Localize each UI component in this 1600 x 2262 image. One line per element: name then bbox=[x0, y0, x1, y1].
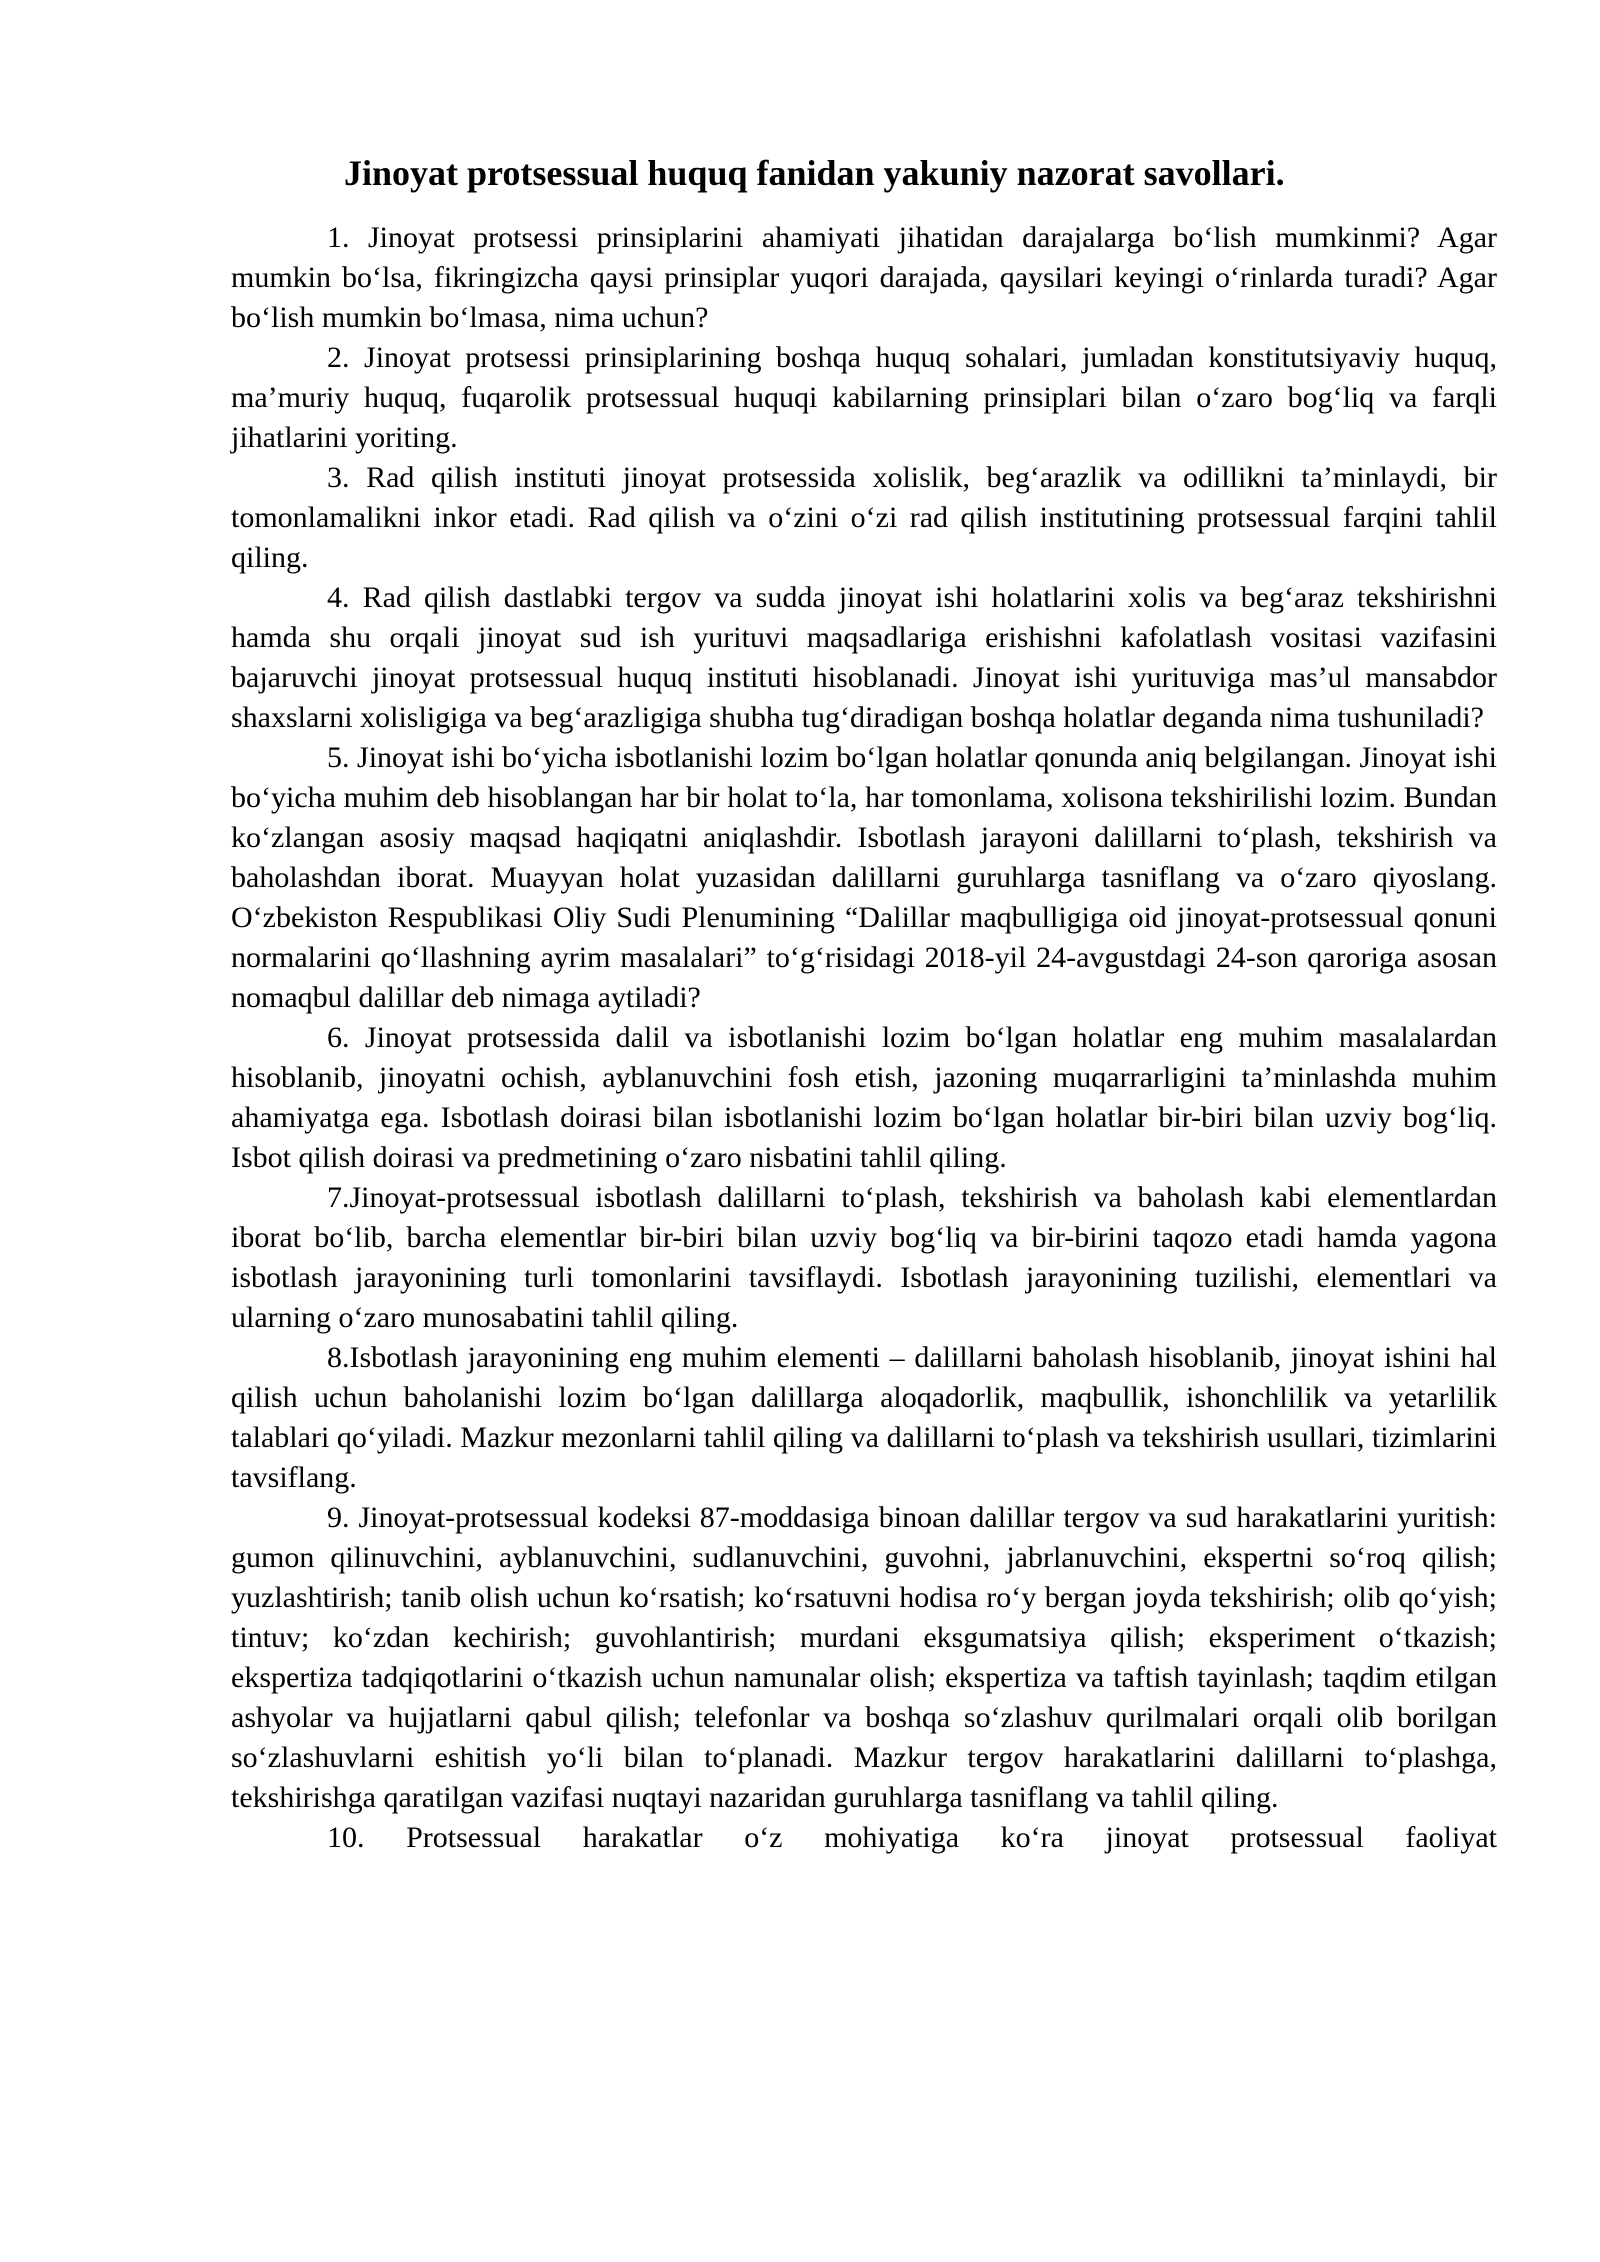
document-title: Jinoyat protsessual huquq fanidan yakuniy nazorat savollari. bbox=[344, 153, 1285, 193]
question-list bbox=[231, 218, 1497, 1858]
question-9: 9. Jinoyat-protsessual kodeksi 87-moddasiga binoan dalillar tergov va sud harakatlarini yuritish: gumon qilinuvchini, ayblanuvchini, sudlanuvchini, guvohni, jabrlanuvchini, ekspertni so‘roq qilish; yuzlashtirish; tanib olish uchun ko‘rsatish; ko‘rsatuvni hodisa ro‘y bergan joyda tekshirish; olib qo‘yish; tintuv; ko‘zdan kechirish; guvohlantirish; murdani eksgumatsiya qilish; eksperiment o‘tkazish; ekspertiza tadqiqotlarini o‘tkazish uchun namunalar olish; ekspertiza va taftish tayinlash; taqdim etilgan ashyolar va hujjatlarni qabul qilish; telefonlar va boshqa so‘zlashuv qurilmalari orqali olib borilgan so‘zlashuvlarni eshitish yo‘li bilan to‘planadi. Mazkur tergov harakatlarini dalillarni to‘plashga, tekshirishga qaratilgan vazifasi nuqtayi nazaridan guruhlarga tasniflang va tahlil qiling. bbox=[231, 1501, 1497, 1814]
question-1: 1. Jinoyat protsessi prinsiplarini ahamiyati jihatidan darajalarga bo‘lish mumkinmi? Agar mumkin bo‘lsa, fikringizcha qaysi prinsiplar yuqori darajada, qaysilari keyingi o‘rinlarda turadi? Agar bo‘lish mumkin bo‘lmasa, nima uchun? bbox=[231, 221, 1497, 334]
question-7: 7.Jinoyat-protsessual isbotlash dalillarni to‘plash, tekshirish va baholash kabi elementlardan iborat bo‘lib, barcha elementlar bir-biri bilan uzviy bog‘liq va bir-birini taqozo etadi hamda yagona isbotlash jarayonining turli tomonlarini tavsiflaydi. Isbotlash jarayonining tuzilishi, elementlari va ularning o‘zaro munosabatini tahlil qiling. bbox=[231, 1181, 1497, 1334]
question-5: 5. Jinoyat ishi bo‘yicha isbotlanishi lozim bo‘lgan holatlar qonunda aniq belgilangan. Jinoyat ishi bo‘yicha muhim deb hisoblangan har bir holat to‘la, har tomonlama, xolisona tekshirilishi lozim. Bundan ko‘zlangan asosiy maqsad haqiqatni aniqlashdir. Isbotlash jarayoni dalillarni to‘plash, tekshirish va baholashdan iborat. Muayyan holat yuzasidan dalillarni guruhlarga tasniflang va o‘zaro qiyoslang. O‘zbekiston Respublikasi Oliy Sudi Plenumining “Dalillar maqbulligiga oid jinoyat-protsessual qonuni normalarini qo‘llashning ayrim masalalari” to‘g‘risidagi 2018-yil 24-avgustdagi 24-son qaroriga asosan nomaqbul dalillar deb nimaga aytiladi? bbox=[231, 741, 1497, 1014]
question-4: 4. Rad qilish dastlabki tergov va sudda jinoyat ishi holatlarini xolis va beg‘araz tekshirishni hamda shu orqali jinoyat sud ish yurituvi maqsadlariga erishishni kafolatlash vositasi vazifasini bajaruvchi jinoyat protsessual huquq instituti hisoblanadi. Jinoyat ishi yurituviga mas’ul mansabdor shaxslarni xolisligiga va beg‘arazligiga shubha tug‘diradigan boshqa holatlar deganda nima tushuniladi? bbox=[231, 581, 1497, 734]
question-10: 10. Protsessual harakatlar o‘z mohiyatiga ko‘ra jinoyat protsessual faoliyat bbox=[327, 1821, 1497, 1854]
question-3: 3. Rad qilish instituti jinoyat protsessida xolislik, beg‘arazlik va odillikni ta’minlaydi, bir tomonlamalikni inkor etadi. Rad qilish va o‘zini o‘zi rad qilish institutining protsessual farqini tahlil qiling. bbox=[231, 461, 1497, 574]
question-6: 6. Jinoyat protsessida dalil va isbotlanishi lozim bo‘lgan holatlar eng muhim masalalardan hisoblanib, jinoyatni ochish, ayblanuvchini fosh etish, jazoning muqarrarligini ta’minlashda muhim ahamiyatga ega. Isbotlash doirasi bilan isbotlanishi lozim bo‘lgan holatlar bir-biri bilan uzviy bog‘liq. Isbot qilish doirasi va predmetining o‘zaro nisbatini tahlil qiling. bbox=[231, 1021, 1497, 1174]
question-2: 2. Jinoyat protsessi prinsiplarining boshqa huquq sohalari, jumladan konstitutsiyaviy huquq, ma’muriy huquq, fuqarolik protsessual huquqi kabilarning prinsiplari bilan o‘zaro bog‘liq va farqli jihatlarini yoriting. bbox=[231, 341, 1497, 454]
question-8: 8.Isbotlash jarayonining eng muhim elementi – dalillarni baholash hisoblanib, jinoyat ishini hal qilish uchun baholanishi lozim bo‘lgan dalillarga aloqadorlik, maqbullik, ishonchlilik va yetarlilik talablari qo‘yiladi. Mazkur mezonlarni tahlil qiling va dalillarni to‘plash va tekshirish usullari, tizimlarini tavsiflang. bbox=[231, 1341, 1497, 1494]
